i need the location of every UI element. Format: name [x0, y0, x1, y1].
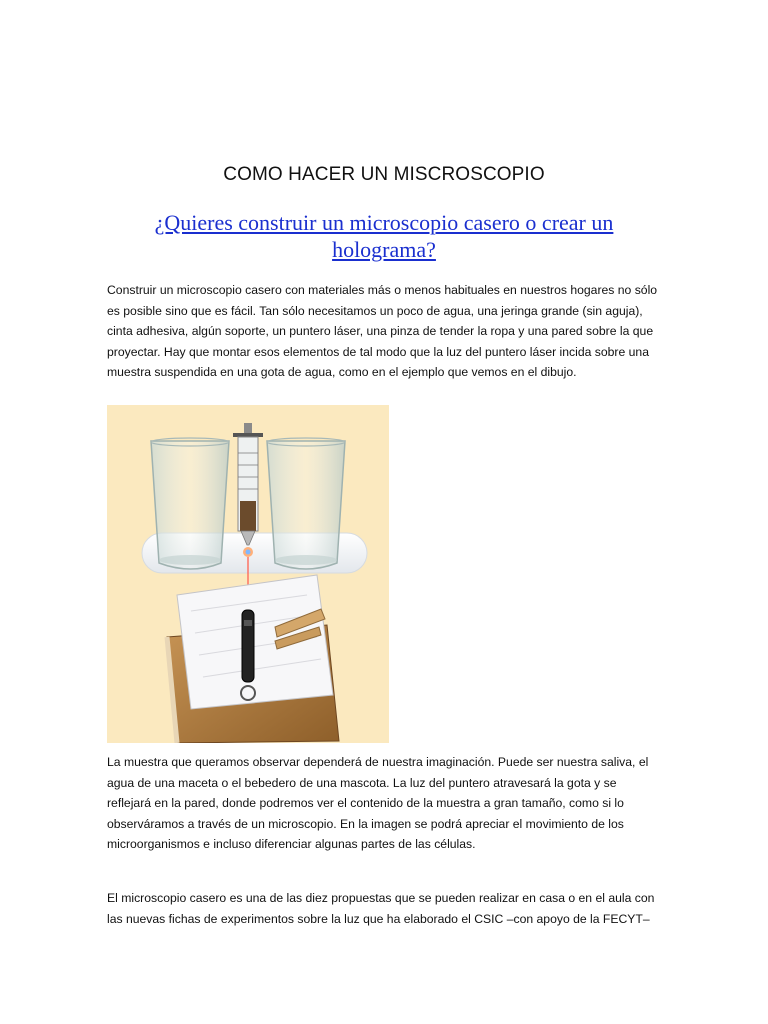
paragraph-csic: El microscopio casero es una de las diez propuestas que se pueden realizar en casa o en el aula con las nuevas fichas de experimentos sobre la luz que ha elaborado el CSIC –con apoyo de la FECYT– — [107, 891, 655, 926]
document-title: COMO HACER UN MISCROSCOPIO — [223, 164, 545, 185]
paragraph-intro: Construir un microscopio casero con materiales más o menos habituales en nuestros hogares no sólo es posible sino que es fácil. Tan sólo necesitamos un poco de agua, una jeringa grande (sin aguja), cinta adhesiva, algún soporte, un puntero láser, una pinza de tender la ropa y una pared sobre la que proyectar. Hay que montar esos elementos de tal modo que la luz del puntero láser incida sobre una muestra suspendida en una gota de agua, como en el ejemplo que vemos en el dibujo. — [107, 283, 658, 379]
paragraph-sample: La muestra que queramos observar dependerá de nuestra imaginación. Puede ser nuestra saliva, el agua de una maceta o el bebedero de una mascota. La luz del puntero atravesará la gota y se reflejará en la pared, donde podremos ver el contenido de la muestra a gran tamaño, como si lo observáramos a través de un microscopio. En la imagen se podrá apreciar el movimiento de los microorganismos e incluso diferenciar algunas partes de las células. — [107, 755, 649, 851]
subtitle-link[interactable]: ¿Quieres construir un microscopio casero o crear un holograma? — [154, 210, 614, 262]
microscope-illustration — [107, 405, 389, 743]
